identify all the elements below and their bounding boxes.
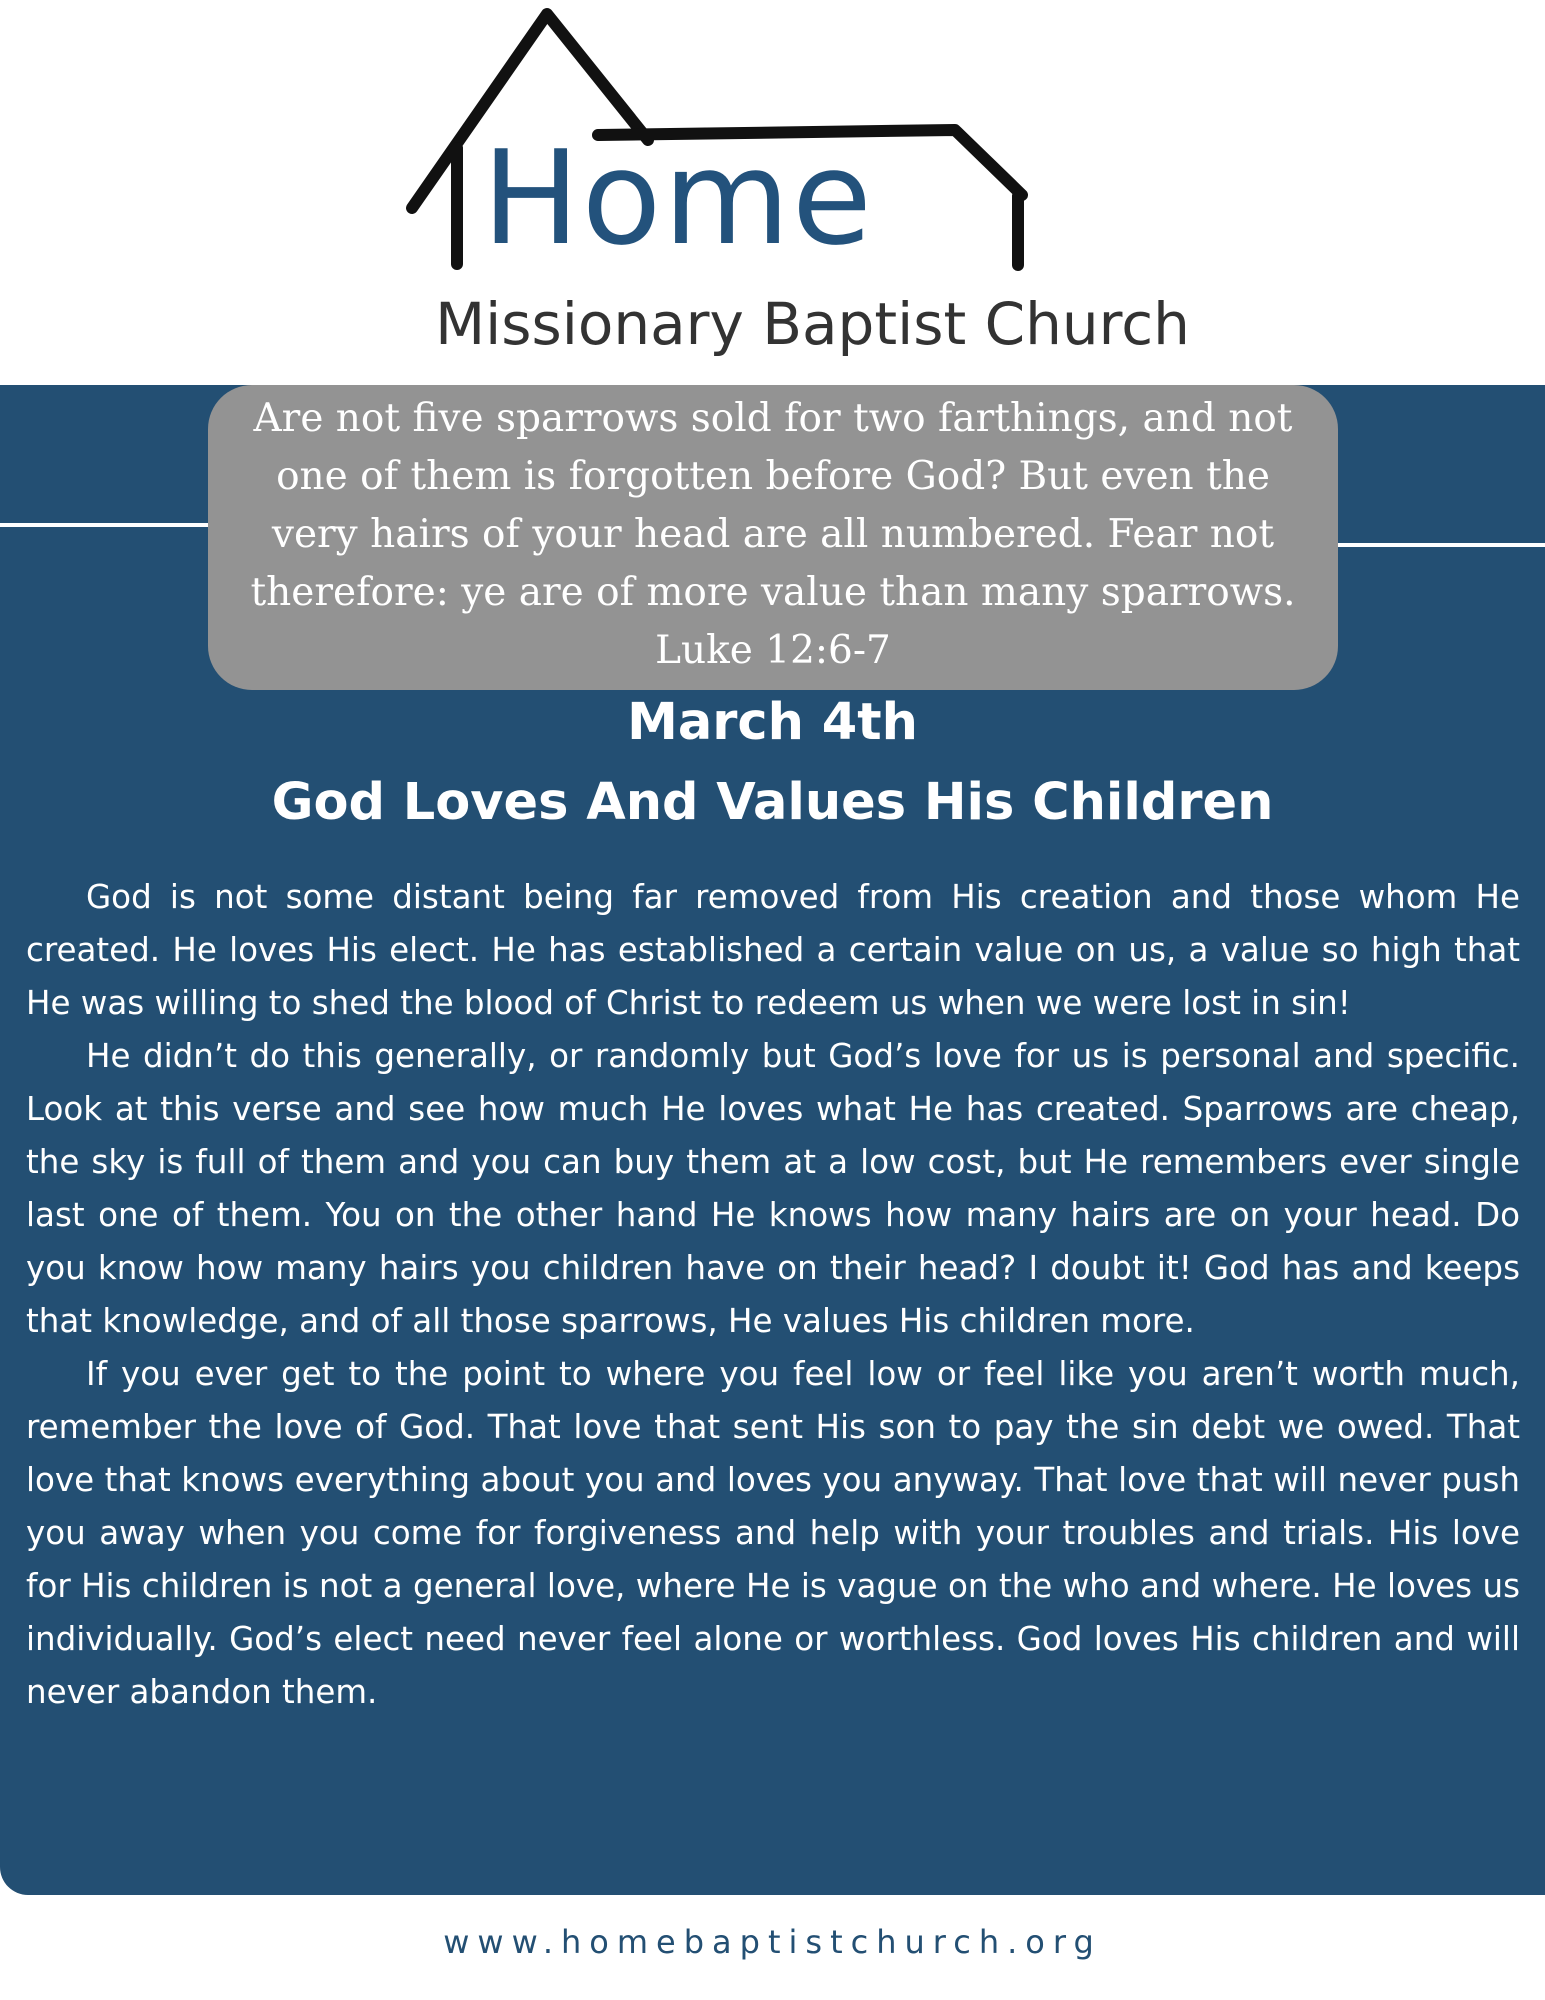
devotional-date: March 4th <box>627 693 918 752</box>
devotional-body <box>26 871 1520 1719</box>
scripture-line: Are not five sparrows sold for two farthings, and not <box>253 396 1293 441</box>
scripture-box <box>208 385 1338 690</box>
body-paragraph: He didn’t do this generally, or randomly but God’s love for us is personal and specific. Look at this verse and see how much He loves what He has created. Sparrows are cheap, the sky is full of them and you can buy them at a low cost, but He remembers ever single last one of them. You on the other hand He knows how many hairs are on your head. Do you know how many hairs you children have on their head? I doubt it! God has and keeps that knowledge, and of all those sparrows, He values His children more. <box>26 1037 1520 1340</box>
body-paragraph: If you ever get to the point to where you feel low or feel like you aren’t worth much, remember the love of God. That love that sent His son to pay the sin debt we owed. That love that knows everything about you and loves you anyway. That love that will never push you away when you come for forgiveness and help with your troubles and trials. His love for His children is not a general love, where He is vague on the who and where. He loves us individually. God’s elect need never feel alone or worthless. God loves His children and will never abandon them. <box>26 1355 1520 1711</box>
scripture-reference: Luke 12:6-7 <box>655 628 891 673</box>
scripture-line: therefore: ye are of more value than many sparrows. <box>250 570 1296 615</box>
devotional-title: God Loves And Values His Children <box>271 773 1274 832</box>
divider-left <box>0 523 220 527</box>
website-link[interactable]: www.homebaptistchurch.org <box>443 1923 1102 1961</box>
church-logo <box>0 0 1545 385</box>
scripture-line: very hairs of your head are all numbered. Fear not <box>271 512 1275 557</box>
logo-church-name: Missionary Baptist Church <box>435 290 1190 358</box>
logo-home-wordmark: Home <box>482 122 874 274</box>
scripture-line: one of them is forgotten before God? But even the <box>276 454 1270 499</box>
divider-right <box>1325 543 1545 547</box>
body-paragraph: God is not some distant being far removed from His creation and those whom He created. He loves His elect. He has established a certain value on us, a value so high that He was willing to shed the blood of Christ to redeem us when we were lost in sin! <box>26 878 1520 1022</box>
